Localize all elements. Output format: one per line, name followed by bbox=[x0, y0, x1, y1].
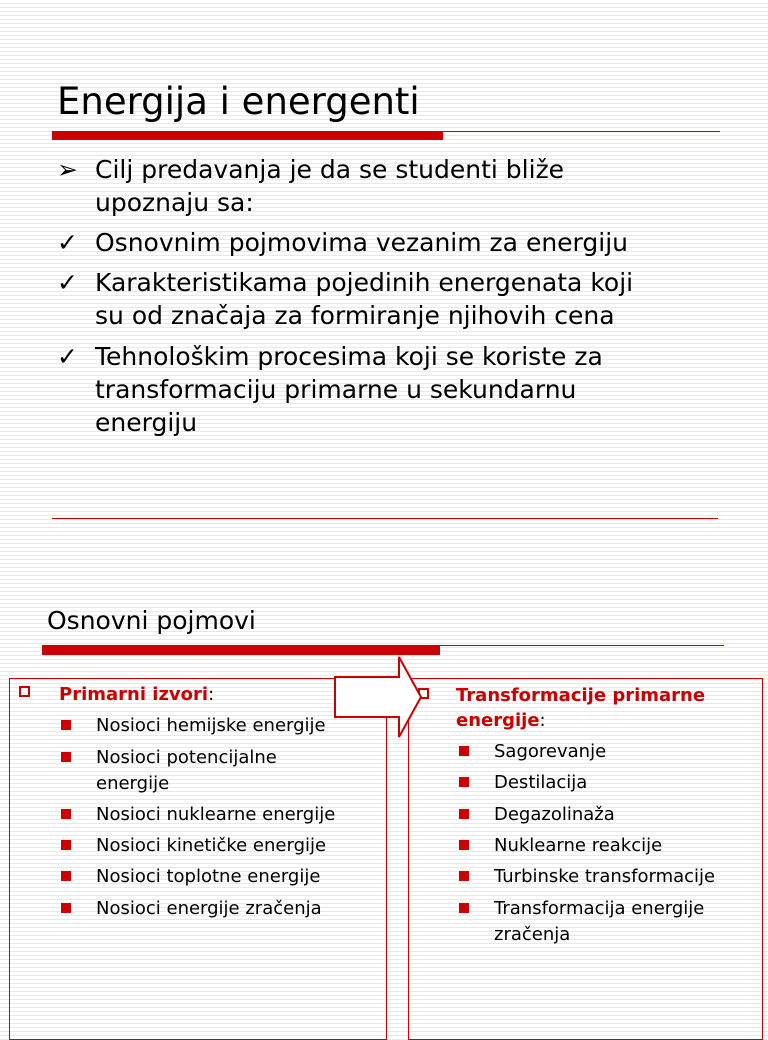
goal-3-line-3: energiju bbox=[95, 408, 198, 437]
heading-colon: : bbox=[208, 684, 215, 705]
slide2-title: Osnovni pojmovi bbox=[47, 606, 256, 635]
transformation-item-1: Sagorevanje bbox=[494, 741, 607, 762]
square-bullet-icon bbox=[61, 871, 71, 881]
primary-item-1: Nosioci hemijske energije bbox=[96, 715, 326, 736]
heading-colon: : bbox=[539, 710, 546, 731]
checkmark-icon: ✓ bbox=[57, 342, 78, 371]
square-bullet-icon bbox=[61, 720, 71, 730]
transformation-item-5: Turbinske transformacije bbox=[494, 866, 716, 887]
transformation-item-2: Destilacija bbox=[494, 772, 588, 793]
primary-sources-heading bbox=[59, 683, 214, 707]
goal-bullet-1 bbox=[57, 226, 717, 259]
square-bullet-icon bbox=[459, 746, 469, 756]
right-arrow-icon bbox=[333, 655, 423, 739]
goal-bullet-2 bbox=[57, 266, 717, 332]
intro-line-2: upoznaju sa: bbox=[95, 188, 254, 217]
checkmark-icon: ✓ bbox=[57, 268, 78, 297]
primary-item-5: Nosioci toplotne energije bbox=[96, 866, 321, 887]
goal-2-line-1: Karakteristikama pojedinih energenata koji bbox=[95, 268, 634, 297]
square-bullet-icon bbox=[61, 809, 71, 819]
primary-sources-heading-text: Primarni izvori bbox=[59, 684, 209, 705]
goal-bullet-3 bbox=[57, 340, 717, 439]
intro-line-1: Cilj predavanja je da se studenti bliže bbox=[95, 155, 565, 184]
transformation-item-6-line-1: Transformacija energije bbox=[494, 898, 705, 919]
checkmark-icon: ✓ bbox=[57, 228, 78, 257]
square-bullet-icon bbox=[459, 840, 469, 850]
transformations-heading-line-2 bbox=[456, 709, 546, 733]
primary-item-3: Nosioci nuklearne energije bbox=[96, 804, 336, 825]
title-underline-thick bbox=[42, 646, 440, 655]
primary-item-2-line-2: energije bbox=[96, 773, 170, 794]
goal-3-line-1: Tehnološkim procesima koji se koriste za bbox=[95, 342, 603, 371]
goal-2-line-2: su od značaja za formiranje njihovih cena bbox=[95, 301, 615, 330]
arrowhead-bullet-icon: ➢ bbox=[57, 155, 78, 184]
transformation-item-6-line-2: zračenja bbox=[494, 924, 571, 945]
title-underline-thick bbox=[52, 131, 443, 140]
square-bullet-icon bbox=[61, 840, 71, 850]
slide-separator bbox=[52, 518, 718, 519]
slide1-title: Energija i energenti bbox=[57, 80, 420, 123]
transformations-heading-text: energije bbox=[456, 710, 540, 731]
primary-item-4: Nosioci kinetičke energije bbox=[96, 835, 327, 856]
square-bullet-icon bbox=[459, 871, 469, 881]
transformations-heading-line-1: Transformacije primarne bbox=[456, 685, 706, 706]
primary-item-2-line-1: Nosioci potencijalne bbox=[96, 747, 277, 768]
square-bullet-icon bbox=[459, 777, 469, 787]
hollow-square-bullet-icon bbox=[19, 686, 30, 697]
square-bullet-icon bbox=[459, 809, 469, 819]
intro-bullet bbox=[57, 153, 717, 219]
primary-item-6: Nosioci energije zračenja bbox=[96, 898, 322, 919]
goal-1-line-1: Osnovnim pojmovima vezanim za energiju bbox=[95, 228, 628, 257]
transformation-item-3: Degazolinaža bbox=[494, 804, 615, 825]
square-bullet-icon bbox=[459, 903, 469, 913]
square-bullet-icon bbox=[61, 752, 71, 762]
square-bullet-icon bbox=[61, 903, 71, 913]
goal-3-line-2: transformaciju primarne u sekundarnu bbox=[95, 375, 577, 404]
transformation-item-4: Nuklearne reakcije bbox=[494, 835, 663, 856]
